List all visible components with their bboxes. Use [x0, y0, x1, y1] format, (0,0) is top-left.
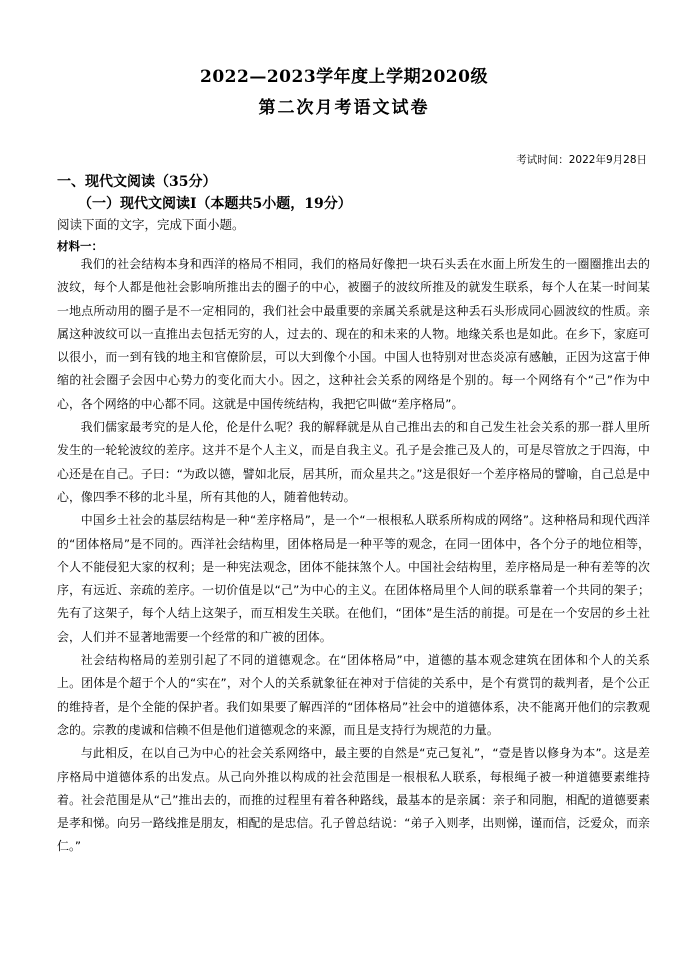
exam-title-line1: 2022—2023学年度上学期2020级: [200, 67, 488, 87]
passage-paragraph-2: 我们儒家最考究的是人伦，伦是什么呢？我的解释就是从自己推出去的和自己发生社会关系的那一群人里所发生的一轮轮波纹的差序。这并不是个人主义，而是自我主义。孔子是会推己及人的，可是尽管放之于四海，中心还是在自己。子曰：“为政以德，譬如北辰，居其所，而众星共之。”这是很好一个差序格局的譬喻，自己总是中心，像四季不移的北斗星，所有其他的人，随着他转动。: [57, 420, 650, 504]
exam-title-line2: 第二次月考语文试卷: [258, 98, 430, 118]
passage-paragraph-5: 与此相反，在以自己为中心的社会关系网络中，最主要的自然是“克己复礼”，“壹是皆以修身为本”。这是差序格局中道德体系的出发点。从己向外推以构成的社会范围是一根根私人联系，每根绳子被一种道德要素维持着。社会范围是从“己”推出去的，而推的过程里有着各种路线，最基本的是亲属：亲子和同胞，相配的道德要素是孝和悌。向另一路线推是朋友，相配的是忠信。孔子曾总结说：“弟子入则孝，出则悌，谨而信，泛爱众，而亲仁。”: [57, 746, 650, 854]
passage-paragraph-1: 我们的社会结构本身和西洋的格局不相同，我们的格局好像把一块石头丢在水面上所发生的一圈圈推出去的波纹，每个人都是他社会影响所推出去的圈子的中心，被圈子的波纹所推及的就发生联系，每个人在某一时间某一地点所动用的圈子是不一定相同的，我们社会中最重要的亲属关系就是这种丢石头形成同心圆波纹的性质。亲属这种波纹可以一直推出去包括无穷的人，过去的、现在的和未来的人物。地缘关系也是如此。在乡下，家庭可以很小，而一到有钱的地主和官僚阶层，可以大到像个小国。中国人也特别对世态炎凉有感触，正因为这富于伸缩的社会圈子会因中心势力的变化而大小。因之，这种社会关系的网络是个别的。每一个网络有个“己”作为中心，各个网络的中心都不同。这就是中国传统结构，我把它叫做“差序格局”。: [57, 257, 650, 411]
material-label: 材料一：: [57, 239, 103, 253]
passage-paragraph-4: 社会结构格局的差别引起了不同的道德观念。在“团体格局”中，道德的基本观念建筑在团体和个人的关系上。团体是个超于个人的“实在”，对个人的关系就象征在神对于信徒的关系中，是个有赏罚的裁判者，是个公正的维持者，是个全能的保护者。我们如果要了解西洋的“团体格局”社会中的道德体系，决不能离开他们的宗教观念的。宗教的虔诚和信赖不但是他们道德观念的来源，而且是支持行为规范的力量。: [57, 653, 650, 737]
passage-body: [57, 253, 650, 859]
passage-paragraph-3: 中国乡土社会的基层结构是一种“差序格局”，是一个“一根根私人联系所构成的网络”。这种格局和现代西洋的“团体格局”是不同的。西洋社会结构里，团体格局是一种平等的观念，在同一团体中，各个分子的地位相等，个人不能侵犯大家的权利；是一种宪法观念，团体不能抹煞个人。中国社会结构里，差序格局是一种有差等的次序，有远近、亲疏的差序。一切价值是以“己”为中心的主义。在团体格局里个人间的联系靠着一个共同的架子；先有了这架子，每个人结上这架子，而互相发生关联。在他们，“团体”是生活的前提。可是在一个安居的乡土社会，人们并不显著地需要一个经常的和广被的团体。: [57, 513, 650, 644]
exam-time: 考试时间：2022年9月28日: [516, 154, 647, 166]
section-subheading: （一）现代文阅读Ⅰ（本题共5小题，19分）: [78, 196, 352, 212]
section-heading: 一、现代文阅读（35分）: [57, 174, 217, 190]
reading-instruction: 阅读下面的文字，完成下面小题。: [57, 217, 245, 232]
